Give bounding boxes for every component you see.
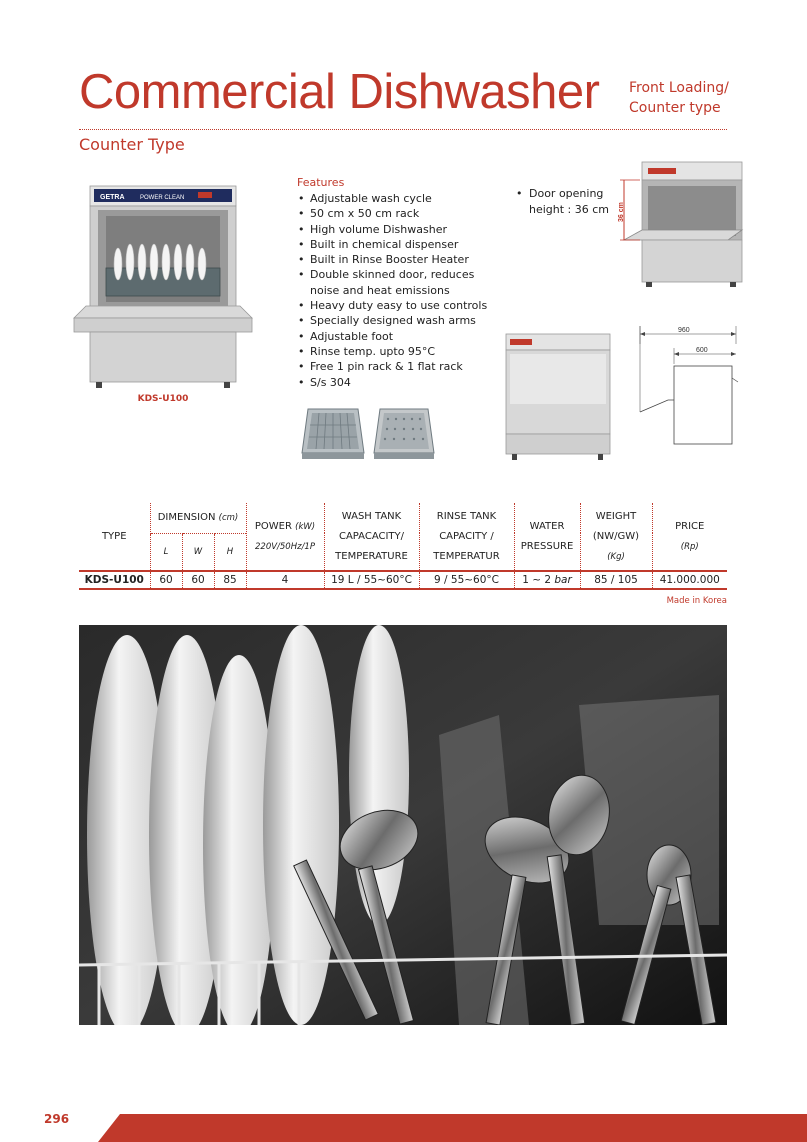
wash-line-3: TEMPERATURE <box>335 550 408 562</box>
w-label: W <box>193 546 203 557</box>
power-unit: (kW) <box>295 521 316 532</box>
weight-unit: (Kg) <box>607 551 625 562</box>
dimension-unit: (cm) <box>218 512 239 523</box>
wash-line-1: WASH TANK <box>341 510 402 522</box>
water-value: 1 ~ 2 <box>522 574 552 586</box>
col-header-water-pressure <box>514 503 580 571</box>
panel-brand-text: GETRA <box>100 194 125 201</box>
col-header-wash-tank <box>324 503 419 571</box>
power-spec: 220V/50Hz/1P <box>255 541 315 552</box>
cell-w: 60 <box>182 571 214 589</box>
features-title: Features <box>297 176 345 189</box>
rinse-line-1: RINSE TANK <box>436 510 497 522</box>
dishwasher-open-image <box>70 176 256 390</box>
col-header-dimension <box>150 503 246 533</box>
l-label: L <box>163 546 169 557</box>
water-line-2: PRESSURE <box>520 540 574 552</box>
dishes-cutlery-photo <box>79 625 727 1025</box>
cell-water <box>514 571 580 589</box>
dim-inner-label: 600 <box>696 347 708 354</box>
col-header-l <box>150 533 182 571</box>
water-unit: bar <box>554 574 572 586</box>
door-note-line-1: • Door opening <box>529 187 604 200</box>
section-title: Counter Type <box>79 135 185 154</box>
power-label: POWER <box>254 520 292 532</box>
door-height-label: 36 cm <box>618 202 625 222</box>
features-list <box>297 191 497 390</box>
rinse-line-2: CAPACITY / <box>439 530 494 542</box>
col-header-power <box>246 503 324 571</box>
col-header-price <box>652 503 727 571</box>
feature-item: • 50 cm x 50 cm rack <box>297 206 497 221</box>
door-note-line-2: height : 36 cm <box>529 202 610 216</box>
dimension-label: DIMENSION <box>157 511 216 523</box>
page-title: Commercial Dishwasher <box>79 65 600 119</box>
col-header-type: TYPE <box>101 530 127 542</box>
product-model-caption: KDS-U100 <box>137 394 189 404</box>
feature-item: • Rinse temp. upto 95°C <box>297 344 497 359</box>
cell-price: 41.000.000 <box>652 571 727 589</box>
subtitle-line-1: Front Loading/ <box>629 80 729 96</box>
col-header-w <box>182 533 214 571</box>
rinse-line-3: TEMPERATUR <box>433 550 500 562</box>
feature-item: • Free 1 pin rack & 1 flat rack <box>297 359 497 374</box>
price-unit: (Rp) <box>680 541 699 552</box>
dishwasher-door-open-image <box>614 160 748 288</box>
cell-type: KDS-U100 <box>84 574 144 586</box>
panel-label-text: POWER CLEAN <box>140 195 185 201</box>
page-subtitle <box>629 78 729 118</box>
subtitle-line-2: Counter type <box>629 100 721 116</box>
feature-item: • Built in Rinse Booster Heater <box>297 252 497 267</box>
made-in-note: Made in Korea <box>666 596 727 606</box>
dimension-drawing <box>632 320 742 450</box>
feature-item: • Adjustable wash cycle <box>297 191 497 206</box>
water-line-1: WATER <box>529 520 565 532</box>
dishwasher-closed-image <box>500 330 615 462</box>
price-label: PRICE <box>675 520 705 532</box>
cell-weight: 85 / 105 <box>580 571 652 589</box>
feature-item: • Specially designed wash arms <box>297 313 497 328</box>
feature-item: • High volume Dishwasher <box>297 222 497 237</box>
feature-item: • Double skinned door, reduces noise and heat emissions <box>297 267 497 298</box>
feature-item: • Heavy duty easy to use controls <box>297 298 497 313</box>
feature-item: • Adjustable foot <box>297 329 497 344</box>
h-label: H <box>226 546 234 557</box>
cell-wash: 19 L / 55~60°C <box>324 571 419 589</box>
page-number: 296 <box>44 1112 70 1126</box>
dim-outer-label: 960 <box>678 327 690 334</box>
door-opening-note <box>514 186 614 217</box>
flat-rack-image <box>300 403 366 461</box>
weight-line-1: WEIGHT <box>595 510 637 522</box>
wash-line-2: CAPACACITY/ <box>338 530 405 542</box>
col-header-weight <box>580 503 652 571</box>
weight-line-2: (NW/GW) <box>592 530 640 542</box>
cell-rinse: 9 / 55~60°C <box>419 571 514 589</box>
pin-rack-image <box>372 403 436 461</box>
col-header-rinse-tank <box>419 503 514 571</box>
cell-power: 4 <box>246 571 324 589</box>
cell-l: 60 <box>150 571 182 589</box>
table-row <box>79 571 727 589</box>
cell-h: 85 <box>214 571 246 589</box>
spec-table <box>79 503 727 590</box>
feature-item: • Built in chemical dispenser <box>297 237 497 252</box>
title-divider <box>79 129 727 130</box>
feature-item: • S/s 304 <box>297 375 497 390</box>
footer-band <box>98 1114 807 1142</box>
col-header-h <box>214 533 246 571</box>
